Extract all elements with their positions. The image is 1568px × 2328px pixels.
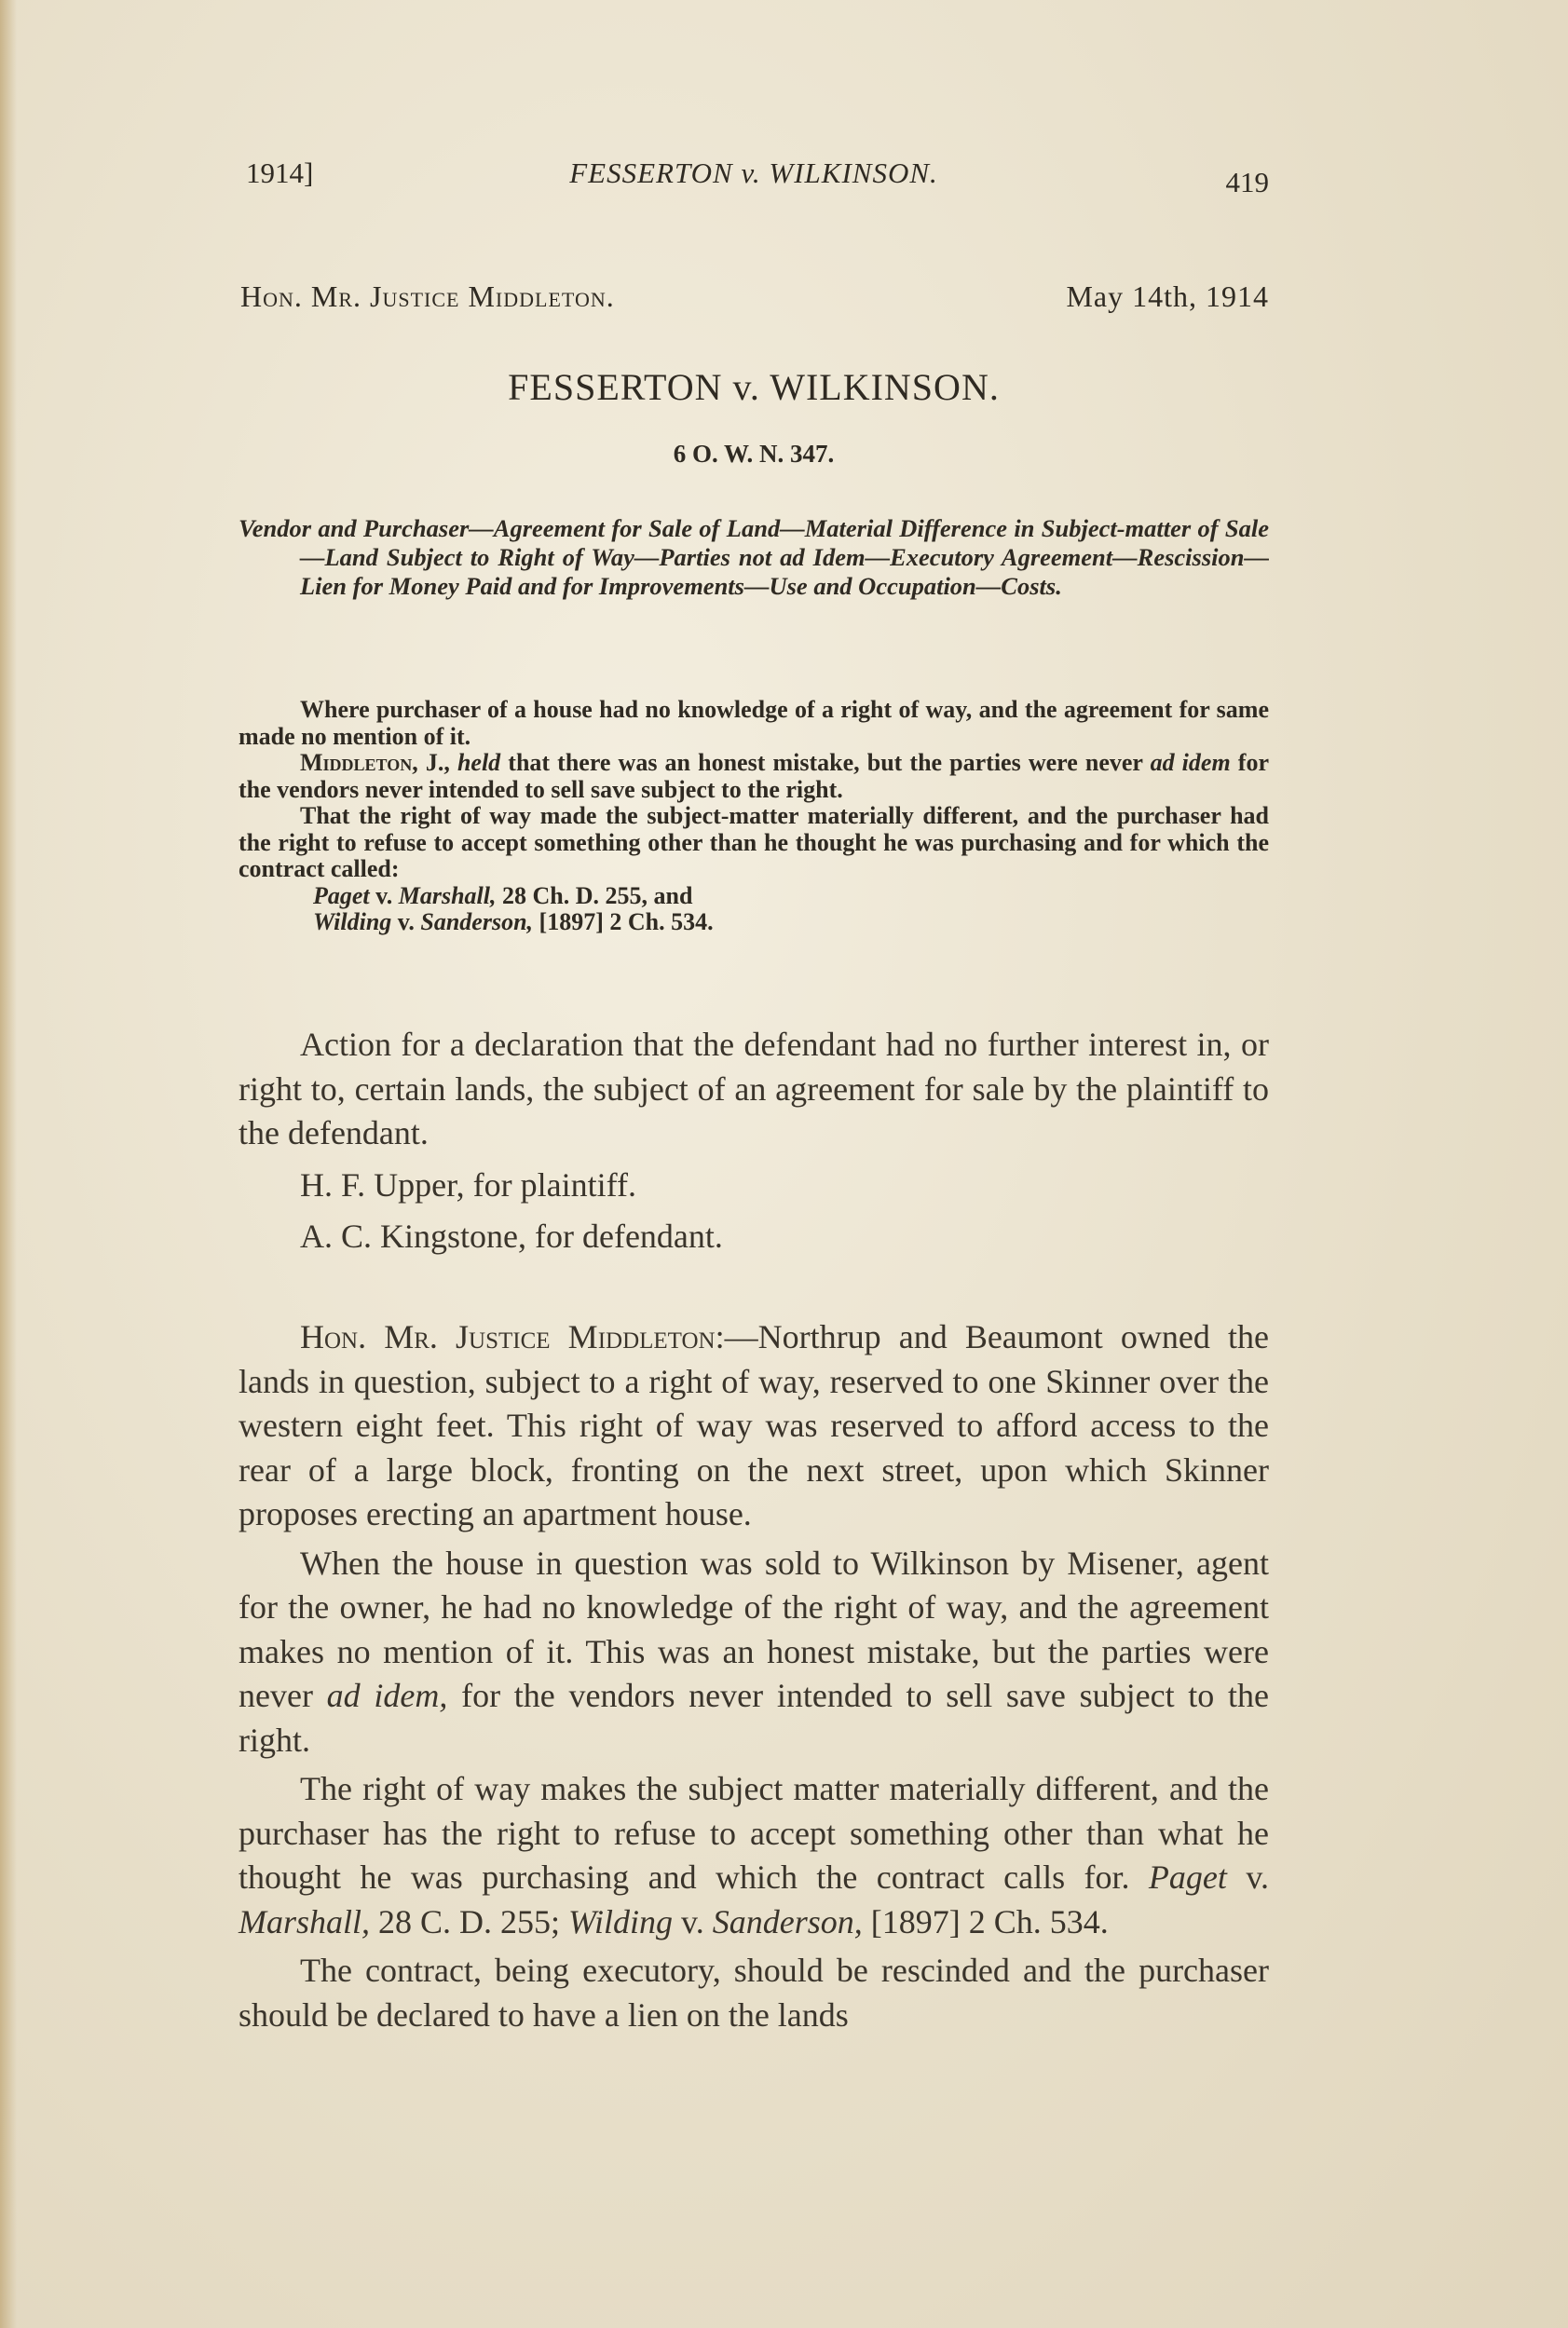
opinion-para-2 (239, 1542, 1269, 1763)
opinion-case-2a: Wilding (568, 1902, 674, 1940)
opinion-speaker: Hon. Mr. Justice Middleton: (300, 1318, 725, 1355)
ref2-case-a: Wilding (313, 908, 392, 935)
opinion-v-2: v. (681, 1902, 704, 1940)
action-paragraph: Action for a declaration that the defendant had no further interest in, or right to, certain lands, the subject of an agreement for sale by the plaintiff to the defendant. (239, 1026, 1269, 1151)
summary-held: held (457, 749, 501, 776)
opinion-para-1 (239, 1315, 1269, 1537)
opinion-cite-2: [1897] 2 Ch. 534. (870, 1902, 1109, 1940)
opinion-para-3-a: The right of way makes the subject matter materially different, and the purchaser has the right to refuse to accept something other than what he thought he was purchasing and which the contract calls for. (239, 1770, 1269, 1896)
opinion-para-2-a: When the house in question was sold to Wilkinson by Misener, agent for the owner, he had no knowledge of the right of way, and the agreement makes no mention of it. This was an honest mistake, but the parties were never (239, 1544, 1269, 1714)
summary-para-2-b: for the vendors never intended to sell save subject to the right. (239, 749, 1269, 803)
summary-reference-1 (239, 883, 1269, 910)
opinion-ad-idem: ad idem, (326, 1677, 448, 1714)
summary (239, 697, 1269, 936)
opinion-case-1b: Marshall, (239, 1902, 371, 1940)
summary-para-2 (239, 750, 1269, 803)
opinion-para-1-text: —Northrup and Beaumont owned the lands in question, subject to a right of way, reserved to one Skinner over the western eight feet. This right of way was reserved to afford access to the rear of a large block, fronting on the next street, upon which Skinner proposes erecting an apartment house. (239, 1318, 1270, 1532)
judgment-date: May 14th, 1914 (1066, 279, 1269, 313)
opinion-case-2b: Sanderson, (712, 1902, 863, 1940)
ref2-rest: [1897] 2 Ch. 534. (539, 908, 714, 935)
opinion-para-4: The contract, being executory, should be rescinded and the purchaser should be declared to have a lien on the lands (239, 1952, 1269, 2034)
ref1-case-b: Marshall, (398, 881, 497, 909)
summary-para-1: Where purchaser of a house had no knowledge of a right of way, and the agreement for same made no mention of it. (239, 696, 1269, 750)
summary-para-3: That the right of way made the subject-matter materially different, and the purchaser had the right to refuse to accept something other than he thought he was purchasing and for which the contract called: (239, 802, 1269, 882)
summary-judge: Middleton, J., (300, 749, 450, 776)
case-body (239, 1023, 1269, 1267)
ref2-case-b: Sanderson, (420, 908, 534, 935)
ref1-rest: 28 Ch. D. 255, and (502, 881, 693, 909)
running-header-case: FESSERTON v. WILKINSON. (569, 157, 938, 189)
opinion-para-3 (239, 1767, 1269, 1944)
counsel-plaintiff: H. F. Upper, for plaintiff. (300, 1165, 636, 1204)
running-header-year: 1914] (246, 157, 314, 189)
opinion-para-2-b: for the vendors never intended to sell save subject to the right. (239, 1677, 1269, 1759)
summary-ad-idem: ad idem (1150, 749, 1231, 776)
case-citation: 6 O. W. N. 347. (673, 440, 835, 468)
counsel-defendant: A. C. Kingstone, for defendant. (300, 1218, 723, 1255)
opinion (239, 1315, 1269, 2042)
opinion-cite-1: 28 C. D. 255; (378, 1902, 561, 1940)
page-number: 419 (1225, 166, 1269, 198)
summary-para-2-a: that there was an honest mistake, but the parties were never (508, 749, 1143, 776)
ref2-v: v. (397, 908, 415, 935)
opinion-v-1: v. (1246, 1858, 1269, 1896)
ref1-case-a: Paget (313, 881, 370, 909)
case-title: FESSERTON v. WILKINSON. (508, 366, 1000, 408)
page-edge-shadow (0, 0, 17, 2328)
ref1-v: v. (375, 881, 393, 909)
judge-name: Hon. Mr. Justice Middleton. (240, 279, 615, 313)
summary-reference-2 (239, 909, 1269, 936)
running-header (239, 157, 1269, 203)
headnote: Vendor and Purchaser—Agreement for Sale of Land—Material Difference in Subject-matter of Sale—Land Subject to Right of Way—Parties not ad Idem—Executory Agreement—Rescission—Lien for Money Paid and for Improvements—Use and Occupation—Costs. (239, 514, 1269, 600)
opinion-case-1a: Paget (1148, 1858, 1227, 1896)
